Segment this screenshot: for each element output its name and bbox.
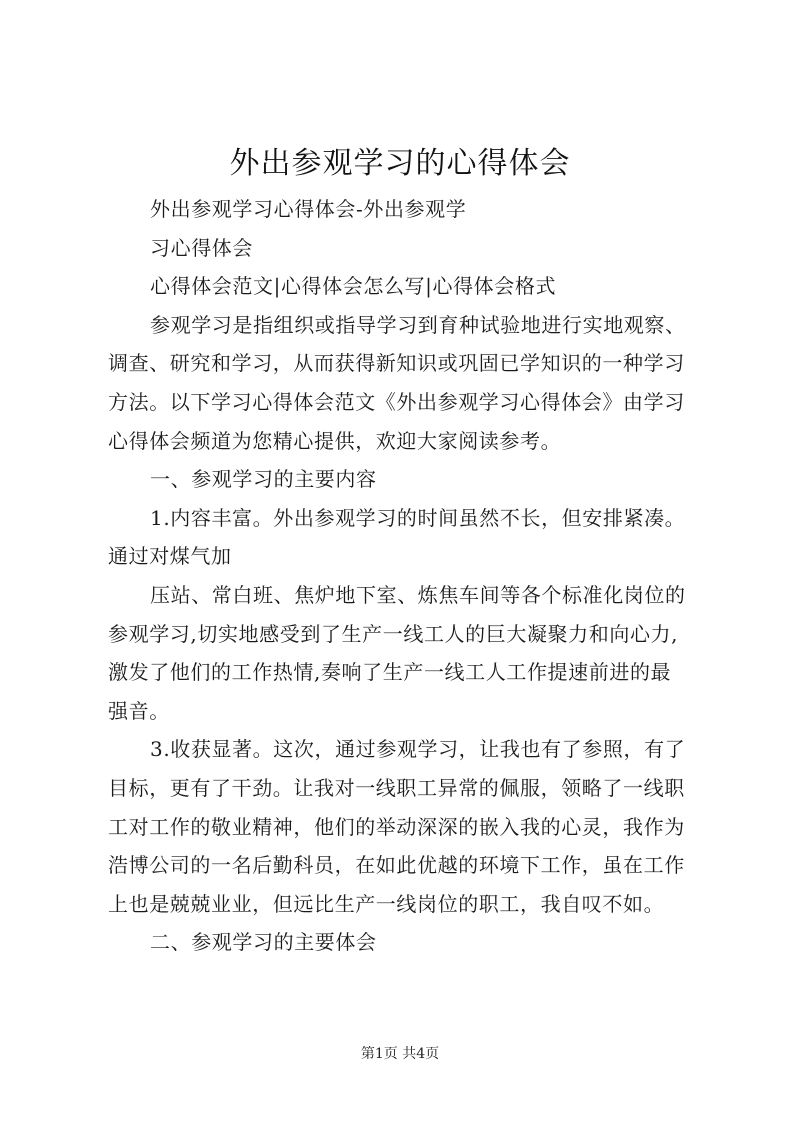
paragraph-line: 1.内容丰富。外出参观学习的时间虽然不长，但安排紧凑。 [150,505,686,530]
section-heading: 二、参观学习的主要体会 [150,930,377,955]
paragraph-line: 压站、常白班、焦炉地下室、炼焦车间等各个标准化岗位的 [150,582,686,607]
paragraph-line: 强音。 [108,698,170,723]
paragraph-line: 上也是兢兢业业，但远比生产一线岗位的职工，我自叹不如。 [108,891,665,916]
paragraph-line: 调查、研究和学习，从而获得新知识或巩固已学知识的一种学习 [108,351,685,376]
paragraph-line: 心得体会范文|心得体会怎么写|心得体会格式 [150,274,557,299]
paragraph-line: 外出参观学习心得体会-外出参观学 [150,197,467,221]
paragraph-line: 习心得体会 [150,235,253,260]
paragraph-line: 激发了他们的工作热情,奏响了生产一线工人工作提速前进的最 [108,660,672,685]
paragraph-line: 3.收获显著。这次，通过参观学习，让我也有了参照，有了 [150,737,686,762]
paragraph-line: 参观学习,切实地感受到了生产一线工人的巨大凝聚力和向心力, [108,621,679,646]
paragraph-line: 工对工作的敬业精神，他们的举动深深的嵌入我的心灵，我作为 [108,814,685,839]
paragraph-line: 心得体会频道为您精心提供，欢迎大家阅读参考。 [108,428,562,453]
paragraph-line: 浩博公司的一名后勤科员，在如此优越的环境下工作，虽在工作 [108,853,685,878]
section-heading: 一、参观学习的主要内容 [150,467,377,492]
page-footer: 第1页 共4页 [360,1046,440,1062]
document-body [108,190,708,962]
paragraph-line: 参观学习是指组织或指导学习到育种试验地进行实地观察、 [150,312,686,337]
paragraph-line: 通过对煤气加 [108,544,232,569]
document-title: 外出参观学习的心得体会 [229,146,571,181]
paragraph-line: 目标，更有了干劲。让我对一线职工异常的佩服，领略了一线职 [108,775,685,800]
paragraph-line: 方法。以下学习心得体会范文《外出参观学习心得体会》由学习 [108,389,685,414]
